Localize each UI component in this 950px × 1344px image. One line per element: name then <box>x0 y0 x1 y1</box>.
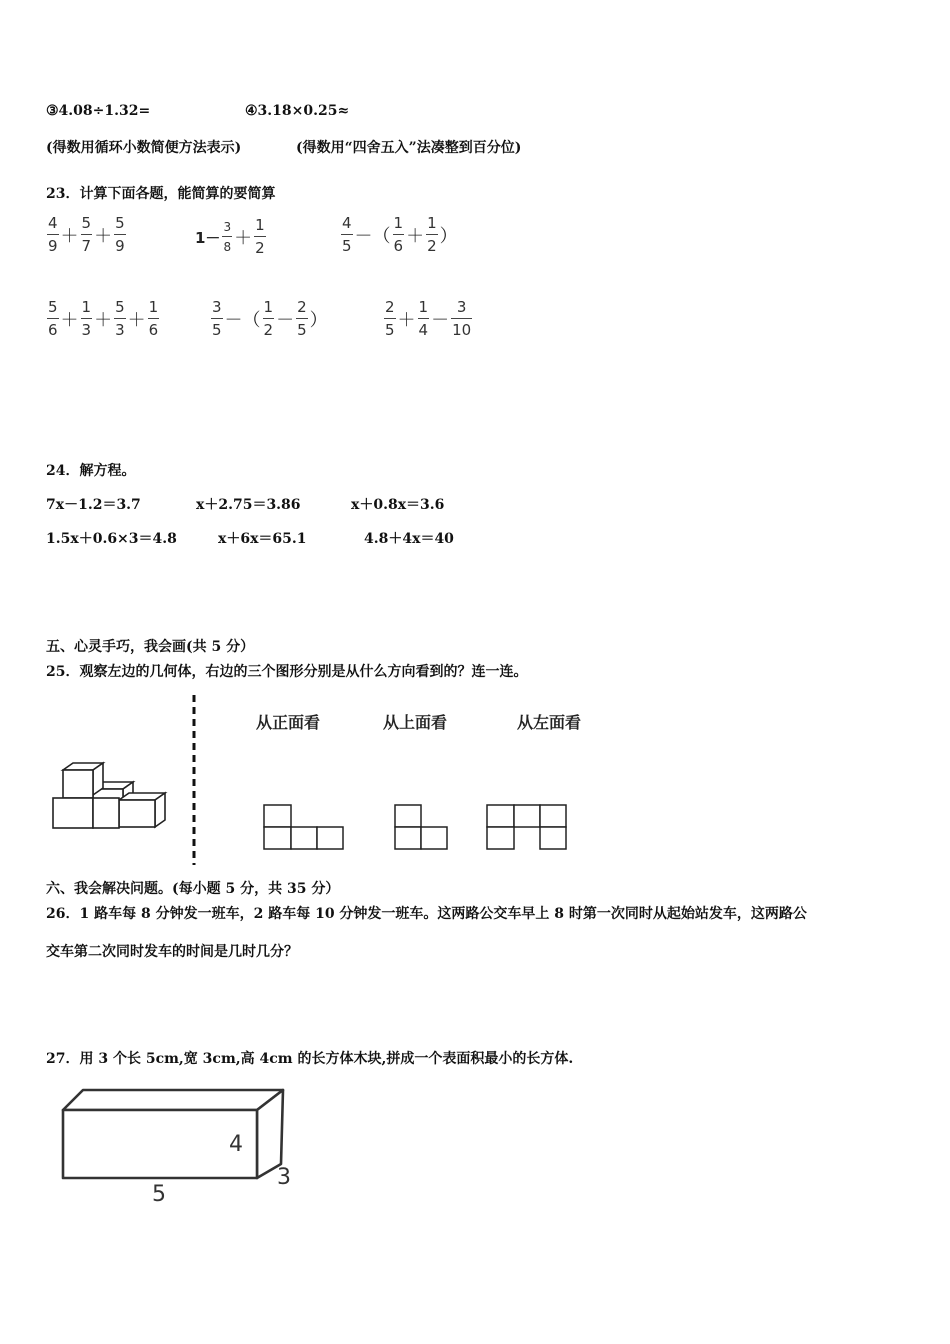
q23-title: 23．计算下面各题，能简算的要简算 <box>46 186 276 202</box>
q24-title: 24．解方程。 <box>46 463 136 479</box>
equation-5: x＋6x＝65.1 <box>218 531 307 547</box>
q22-item-4: ④3.18×0.25≈ <box>245 103 350 119</box>
view-shape-2 <box>393 804 451 852</box>
cuboid-height-label: 4 <box>229 1132 243 1157</box>
section-6-title: 六、我会解决问题。(每小题 5 分，共 35 分） <box>46 881 340 897</box>
view-label-front: 从正面看 <box>256 713 321 732</box>
cuboid-width-label: 3 <box>277 1165 291 1190</box>
view-label-top: 从上面看 <box>383 713 448 732</box>
cuboid-figure <box>55 1080 305 1205</box>
view-shape-3 <box>485 804 569 852</box>
equation-6: 4.8＋4x＝40 <box>364 531 454 547</box>
q23-expression-5: $\frac{3}{5}$ －（ $\frac{1}{2}$ － $\frac{2}{5}$ ） <box>212 298 328 339</box>
view-shape-1 <box>262 804 346 852</box>
q22-note-3: (得数用循环小数简便方法表示) <box>46 140 242 156</box>
equation-1: 7x－1.2＝3.7 <box>46 497 141 513</box>
q23-expression-3: $\frac{4}{5}$ －（ $\frac{1}{6}$ ＋ $\frac{1}{2}$ ） <box>342 214 458 255</box>
q23-expression-1: $\frac{4}{9}$ ＋ $\frac{5}{7}$ ＋ $\frac{5}{9}$ <box>48 214 125 255</box>
equation-3: x＋0.8x＝3.6 <box>351 497 445 513</box>
q23-expression-6: $\frac{2}{5}$ ＋ $\frac{1}{4}$ － $\frac{3}{10}$ <box>385 298 472 339</box>
q23-expression-2: 1－ $\frac{3}{8}$ ＋ $\frac{1}{2}$ <box>195 216 265 257</box>
equation-4: 1.5x＋0.6×3＝4.8 <box>46 531 177 547</box>
section-5-title: 五、心灵手巧，我会画(共 5 分） <box>46 639 255 655</box>
cuboid-length-label: 5 <box>152 1182 166 1207</box>
q23-expression-4: $\frac{5}{6}$ ＋ $\frac{1}{3}$ ＋ $\frac{5}{3}$ ＋ $\frac{1}{6}$ <box>48 298 159 339</box>
q22-note-4: (得数用“四舍五入”法凑整到百分位) <box>296 140 522 156</box>
equation-2: x＋2.75＝3.86 <box>196 497 301 513</box>
q26-line-1: 26．1 路车每 8 分钟发一班车，2 路车每 10 分钟发一班车。这两路公交车早上 8 时第一次同时从起始站发车，这两路公 <box>46 906 807 922</box>
view-label-left: 从左面看 <box>517 713 582 732</box>
q26-line-2: 交车第二次同时发车的时间是几时几分？ <box>46 944 298 960</box>
dashed-divider <box>190 695 198 865</box>
q22-item-3: ③4.08÷1.32= <box>46 103 151 119</box>
q25-prompt: 25．观察左边的几何体，右边的三个图形分别是从什么方向看到的？连一连。 <box>46 664 528 680</box>
q27-prompt: 27．用 3 个长 5cm,宽 3cm,高 4cm 的长方体木块,拼成一个表面积最小的长方体. <box>46 1051 574 1067</box>
cube-solid-figure <box>45 760 175 835</box>
